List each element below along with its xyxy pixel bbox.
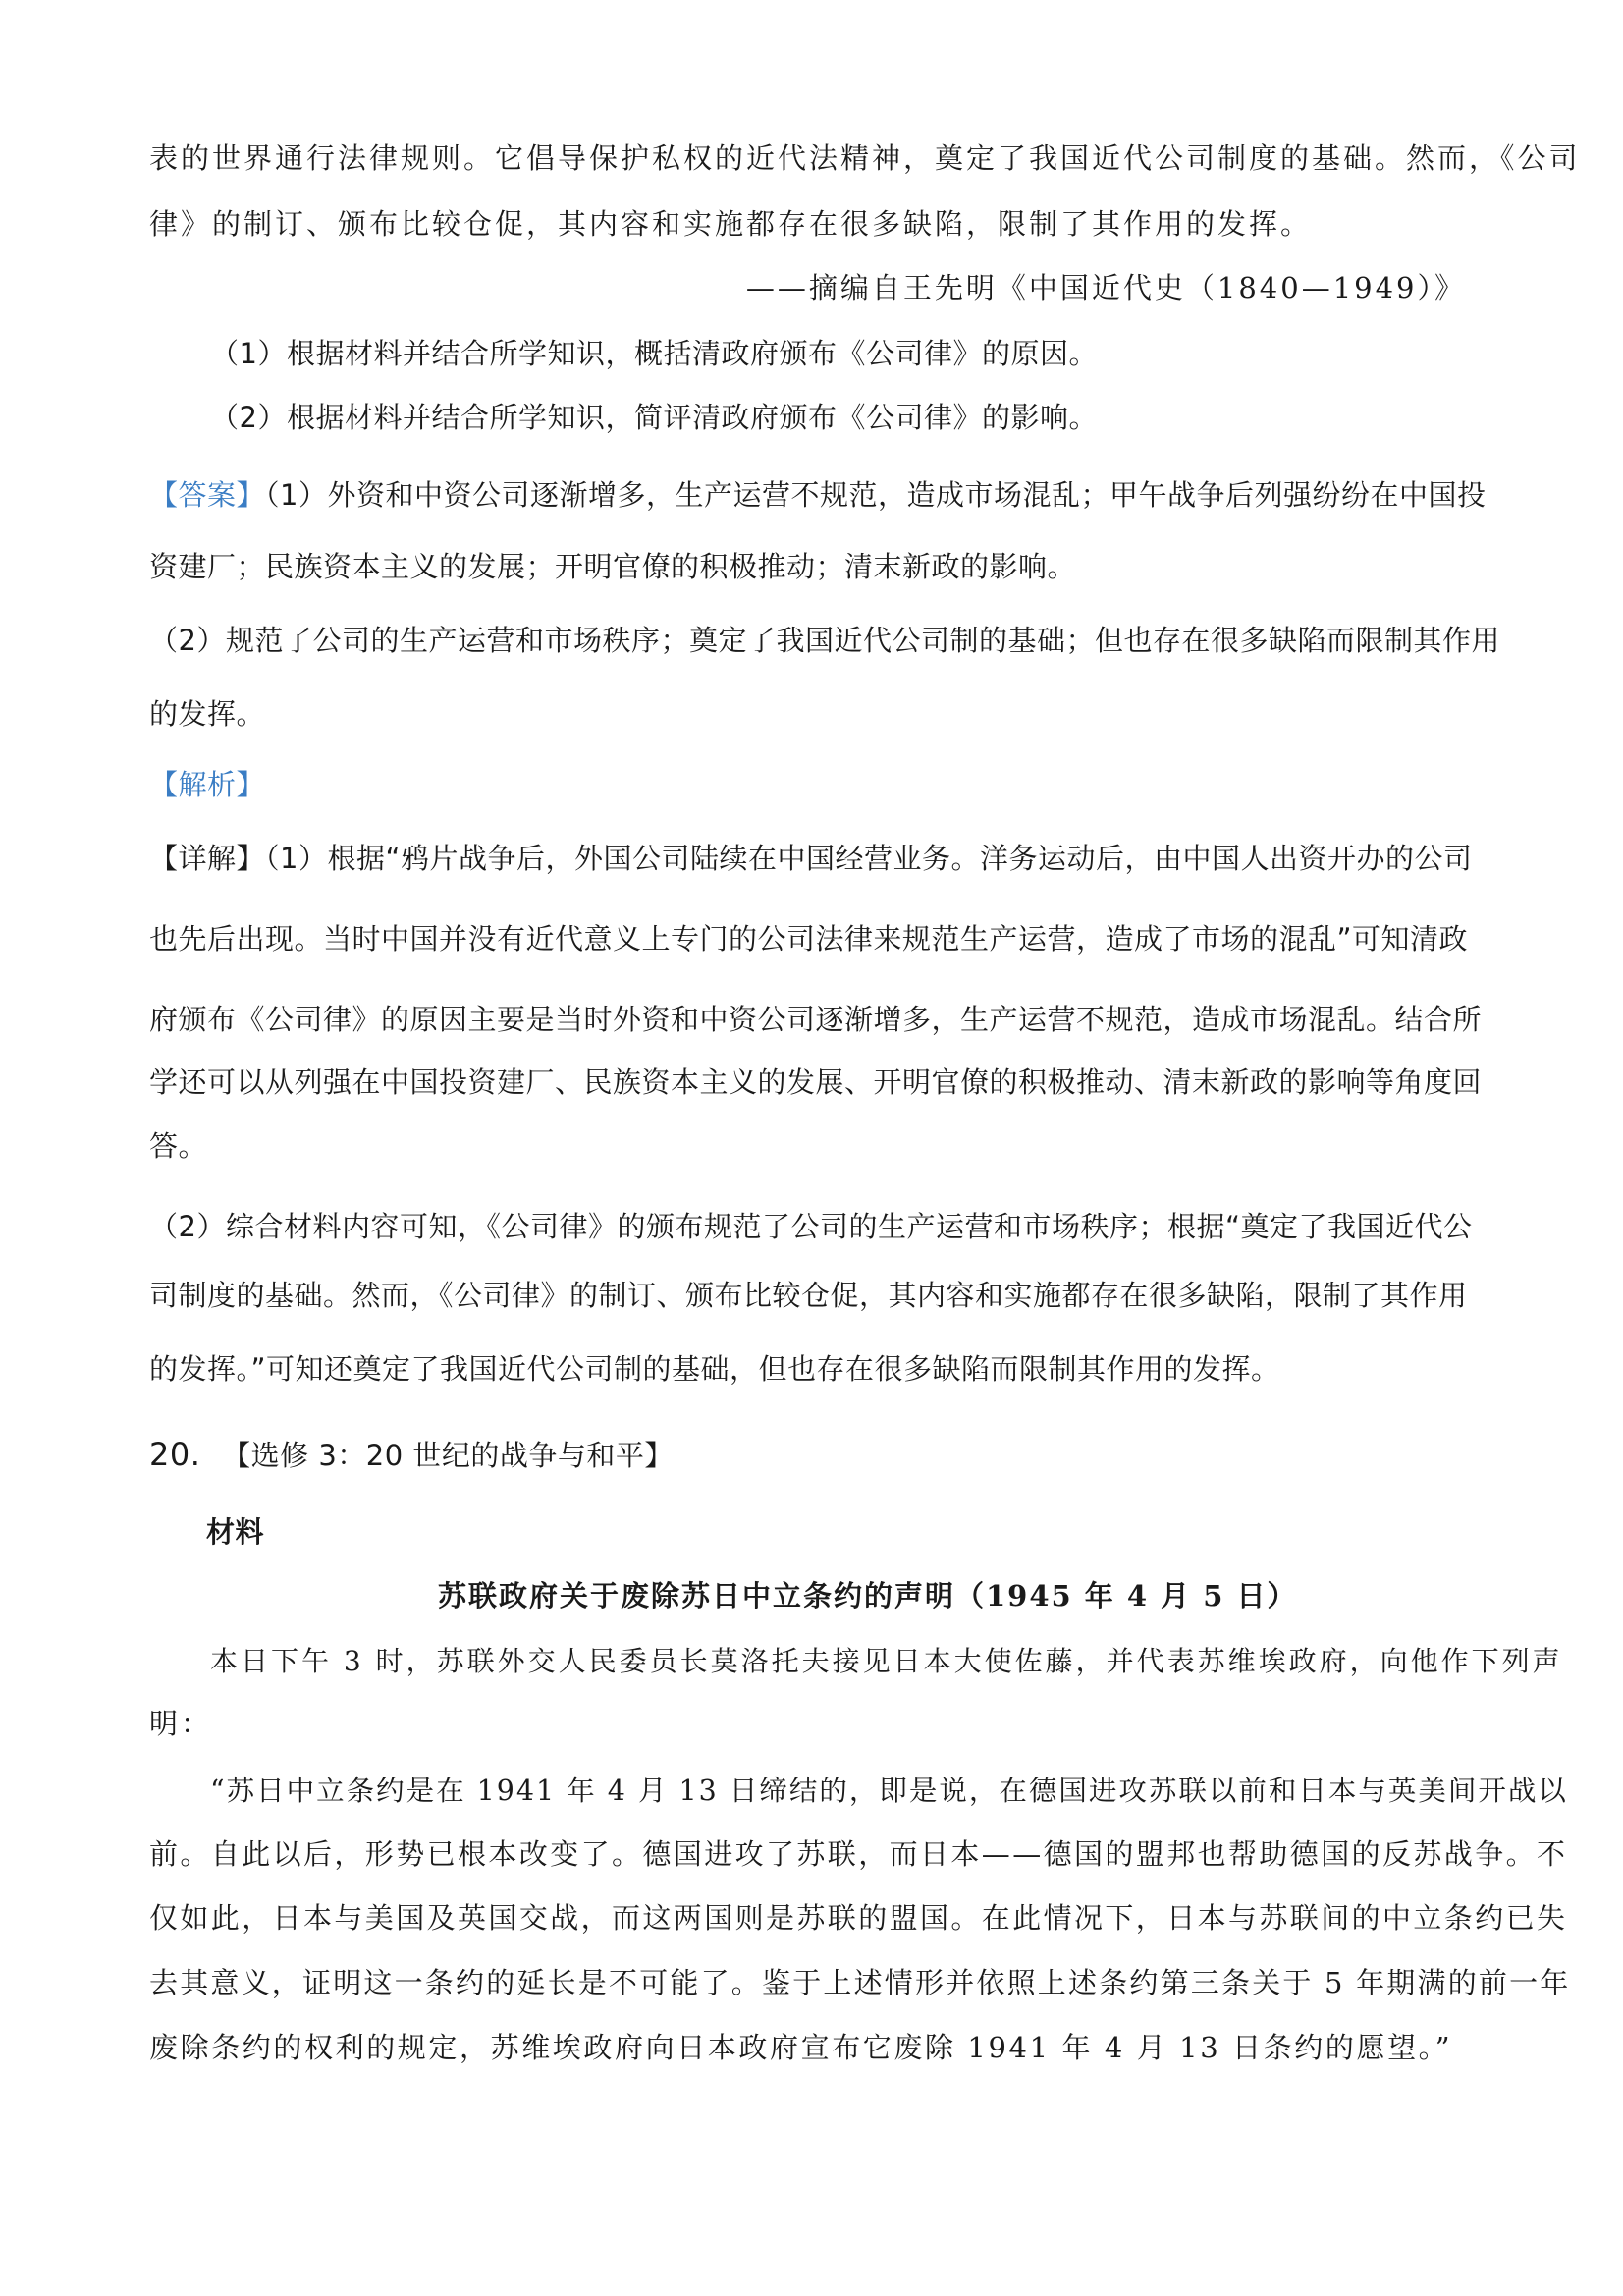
quote-line: 去其意义，证明这一条约的延长是不可能了。鉴于上述情形并依照上述条约第三条关于 5 年期满的前一年 [149,1966,1571,1999]
detail-line: 【详解】（1）根据“鸦片战争后，外国公司陆续在中国经营业务。洋务运动后，由中国人出资开办的公司 [149,842,1473,875]
question-20-heading [149,1434,674,1474]
detail-line: 府颁布《公司律》的原因主要是当时外资和中资公司逐渐增多，生产运营不规范，造成市场混乱。结合所 [149,1003,1483,1036]
quote-line: 废除条约的权利的规定，苏维埃政府向日本政府宣布它废除 1941 年 4 月 13 日条约的愿望。” [149,2031,1453,2064]
answer-tag: 【答案】 [149,478,266,512]
question-2: （2）根据材料并结合所学知识，简评清政府颁布《公司律》的影响。 [210,401,1098,434]
question-number: 20. [149,1436,201,1473]
detail-line: 学还可以从列强在中国投资建厂、民族资本主义的发展、开明官僚的积极推动、清末新政的影响等角度回 [149,1066,1483,1099]
material-label: 材料 [206,1515,265,1549]
material-source: ——摘编自王先明《中国近代史（1840—1949）》 [745,271,1466,304]
detail-line: 也先后出现。当时中国并没有近代意义上专门的公司法律来规范生产运营，造成了市场的混乱”可知清政 [149,922,1469,956]
answer-line: 的发挥。 [149,697,266,731]
intro-line: 明： [149,1707,213,1740]
detail-line: 司制度的基础。然而，《公司律》的制订、颁布比较仓促，其内容和实施都存在很多缺陷，限制了其作用 [149,1279,1468,1312]
intro-line: 本日下午 3 时，苏联外交人民委员长莫洛托夫接见日本大使佐藤，并代表苏维埃政府，向他作下列声 [210,1645,1563,1677]
answer-line [149,473,1486,514]
detail-line: 答。 [149,1129,208,1163]
analysis-tag: 【解析】 [149,768,266,801]
quote-line: “苏日中立条约是在 1941 年 4 月 13 日缔结的，即是说，在德国进攻苏联以前和日本与英美间开战以 [210,1775,1568,1807]
detail-line: （2）综合材料内容可知，《公司律》的颁布规范了公司的生产运营和市场秩序；根据“奠定了我国近代公 [149,1210,1473,1243]
question-1: （1）根据材料并结合所学知识，概括清政府颁布《公司律》的原因。 [210,337,1098,370]
document-title: 苏联政府关于废除苏日中立条约的声明（1945 年 4 月 5 日） [438,1579,1298,1613]
quote-line: 前。自此以后，形势已根本改变了。德国进攻了苏联，而日本——德国的盟邦也帮助德国的反苏战争。不 [149,1837,1568,1871]
answer-text: （1）外资和中资公司逐渐增多，生产运营不规范，造成市场混乱；甲午战争后列强纷纷在中国投 [265,478,1487,512]
answer-line: 资建厂；民族资本主义的发展；开明官僚的积极推动；清末新政的影响。 [149,550,1077,583]
detail-line: 的发挥。”可知还奠定了我国近代公司制的基础，但也存在很多缺陷而限制其作用的发挥。 [149,1352,1280,1386]
material-text-line: 表的世界通行法律规则。它倡导保护私权的近代法精神，奠定了我国近代公司制度的基础。然而，《公司 [149,141,1581,175]
quote-line: 仅如此，日本与美国及英国交战，而这两国则是苏联的盟国。在此情况下，日本与苏联间的中立条约已失 [149,1901,1568,1935]
question-heading: 【选修 3：20 世纪的战争与和平】 [222,1439,674,1472]
answer-line: （2）规范了公司的生产运营和市场秩序；奠定了我国近代公司制的基础；但也存在很多缺陷而限制其作用 [149,624,1500,657]
material-text-line: 律》的制订、颁布比较仓促，其内容和实施都存在很多缺陷，限制了其作用的发挥。 [149,207,1313,241]
